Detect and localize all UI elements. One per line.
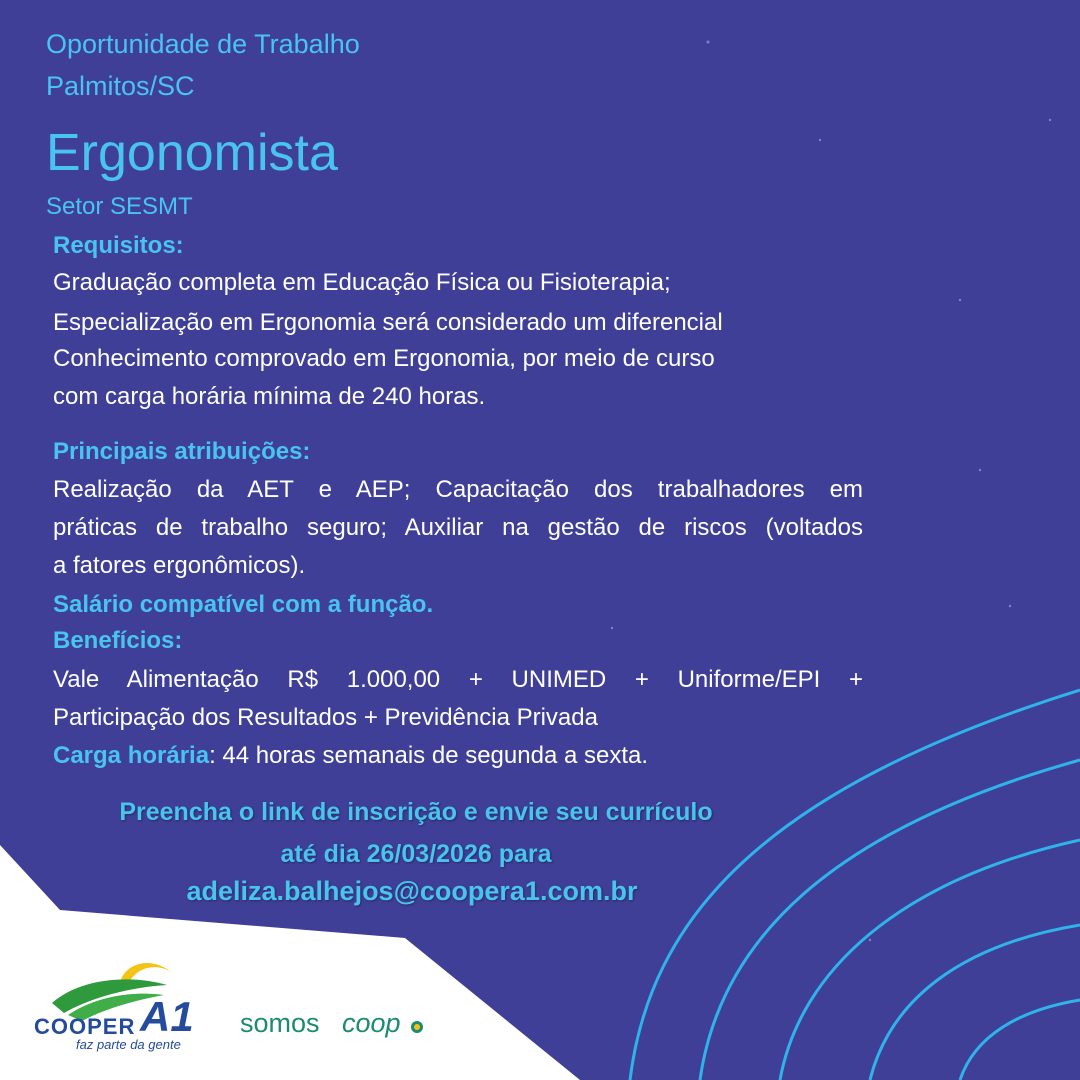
cooper-tagline: faz parte da gente — [76, 1037, 181, 1052]
requisitos-line: com carga horária mínima de 240 horas. — [53, 383, 486, 410]
cooper-a1-mark: A1 — [140, 993, 194, 1040]
job-sector: Setor SESMT — [46, 193, 193, 220]
requisitos-line: Especialização em Ergonomia será considerado um diferencial — [53, 309, 723, 336]
cta-line-2: até dia 26/03/2026 para — [280, 840, 552, 868]
atribuicoes-line: Realização da AET e AEP; Capacitação dos trabalhadores em — [53, 476, 863, 503]
salario-text: Salário compatível com a função. — [53, 591, 434, 618]
carga-horaria-label: Carga horária — [53, 742, 210, 769]
requisitos-line: Conhecimento comprovado em Ergonomia, por meio de curso — [53, 345, 715, 372]
carga-horaria-text: : 44 horas semanais de segunda a sexta. — [209, 742, 649, 769]
atribuicoes-line: a fatores ergonômicos). — [53, 552, 306, 579]
beneficios-line: Vale Alimentação R$ 1.000,00 + UNIMED + Uniforme/EPI + — [53, 666, 863, 693]
cooper-a1-logo — [32, 955, 202, 1055]
carga-horaria — [53, 742, 648, 770]
requisitos-heading: Requisitos: — [53, 232, 184, 259]
beneficios-heading: Benefícios: — [53, 627, 183, 654]
beneficios-line: Participação dos Resultados + Previdência Privada — [53, 704, 598, 731]
somoscoop-dot-icon — [410, 1020, 424, 1034]
cooper-word: COOPER — [34, 1014, 136, 1039]
atribuicoes-line: práticas de trabalho seguro; Auxiliar na gestão de riscos (voltados — [53, 514, 863, 541]
somos-word: somos — [240, 1008, 320, 1038]
cta-email[interactable]: adeliza.balhejos@coopera1.com.br — [186, 876, 638, 906]
somoscoop-logo — [240, 1008, 430, 1048]
header-opportunity: Oportunidade de Trabalho — [46, 29, 360, 59]
coop-word: coop — [342, 1008, 401, 1038]
requisitos-line: Graduação completa em Educação Física ou Fisioterapia; — [53, 269, 671, 296]
atribuicoes-heading: Principais atribuições: — [53, 438, 311, 465]
header-location: Palmitos/SC — [46, 71, 195, 101]
cta-line-1: Preencha o link de inscrição e envie seu currículo — [119, 798, 713, 826]
job-title: Ergonomista — [46, 124, 338, 182]
